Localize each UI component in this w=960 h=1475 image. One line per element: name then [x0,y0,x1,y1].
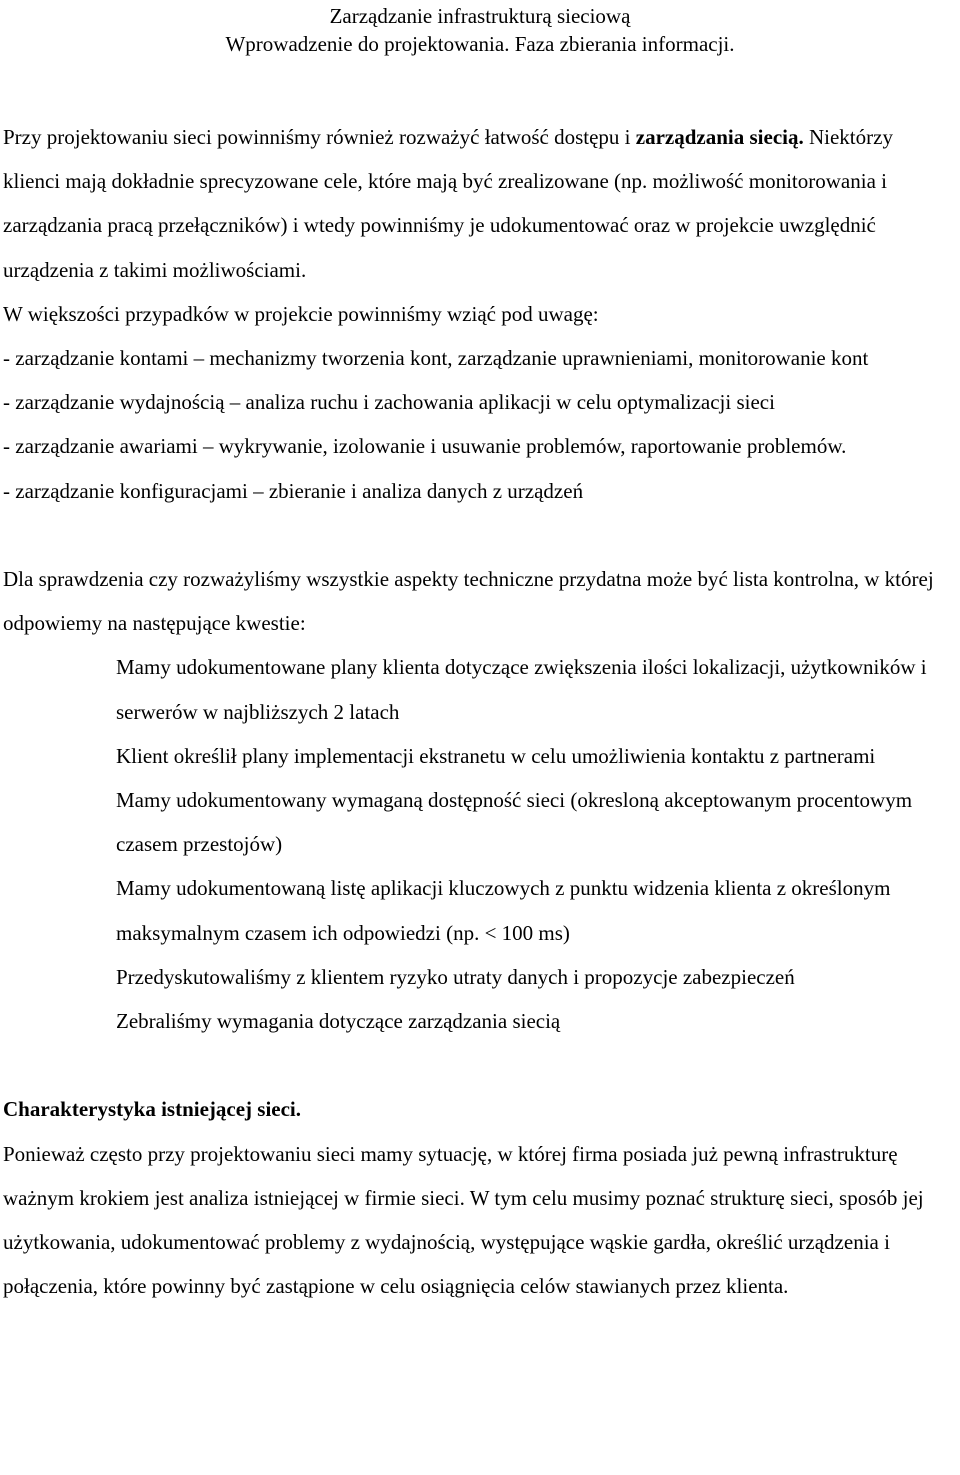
checklist-item: Przedyskutowaliśmy z klientem ryzyko utraty danych i propozycje zabezpieczeń [116,964,795,989]
intro-paragraph [3,115,953,292]
spacer [3,1043,953,1087]
document-title: Zarządzanie infrastrukturą sieciową [329,4,631,28]
checklist-item: Klient określił plany implementacji ekstranetu w celu umożliwienia kontaktu z partnerami [116,743,876,768]
intro-bold-term: zarządzania siecią. [635,125,804,149]
section-paragraph: Ponieważ często przy projektowaniu sieci mamy sytuację, w której firma posiada już pewną infrastrukturę ważnym krokiem jest analiza istniejącej w firmie sieci. W tym celu musimy poznać strukturę sieci, sposób jej użytkowania, udokumentować problemy z wydajnością, występujące wąskie gardła, określić urządzenia i połączenia, które powinny być zastąpione w celu osiągnięcia celów stawianych przez klienta. [3,1141,924,1299]
section-heading: Charakterystyka istniejącej sieci. [3,1097,302,1122]
aspects-item-performance: - zarządzanie wydajnością – analiza ruchu i zachowania aplikacji w celu optymalizacji sieci [3,390,775,415]
checklist-item: Zebraliśmy wymagania dotyczące zarządzania siecią [116,1009,561,1034]
document-header [0,2,960,58]
intro-lead: Przy projektowaniu sieci powinniśmy również rozważyć łatwość dostępu i [3,125,636,149]
aspects-list [3,336,953,513]
aspects-intro: W większości przypadków w projekcie powinniśmy wziąć pod uwagę: [3,301,599,326]
checklist-item: Mamy udokumentowaną listę aplikacji kluczowych z punktu widzenia klienta z określonym maksymalnym czasem ich odpowiedzi (np. < 100 ms) [116,876,891,945]
aspects-item-faults: - zarządzanie awariami – wykrywanie, izolowanie i usuwanie problemów, raportowanie problemów. [3,434,847,459]
aspects-item-configuration: - zarządzanie konfiguracjami – zbieranie i analiza danych z urządzeń [3,478,584,503]
checklist-intro: Dla sprawdzenia czy rozważyliśmy wszystkie aspekty techniczne przydatna może być lista kontrolna, w której odpowiemy na następujące kwestie: [3,567,934,636]
document-subtitle: Wprowadzenie do projektowania. Faza zbierania informacji. [225,32,735,56]
aspects-item-accounts: - zarządzanie kontami – mechanizmy tworzenia kont, zarządzanie uprawnieniami, monitorowanie kont [3,346,869,371]
checklist-item: Mamy udokumentowane plany klienta dotyczące zwiększenia ilości lokalizacji, użytkowników i serwerów w najbliższych 2 latach [116,655,927,724]
checklist [3,645,953,1043]
document-body [3,115,953,1308]
intro-rest: Niektórzy klienci mają dokładnie sprecyzowane cele, które mają być zrealizowane (np. możliwość monitorowania i zarządzania pracą przełączników) i wtedy powinniśmy je udokumentować oraz w projekcie uwzględnić urządzenia z takimi możliwościami. [3,125,893,282]
spacer [3,513,953,557]
checklist-item: Mamy udokumentowany wymaganą dostępność sieci (okresloną akceptowanym procentowym czasem przestojów) [116,788,913,857]
